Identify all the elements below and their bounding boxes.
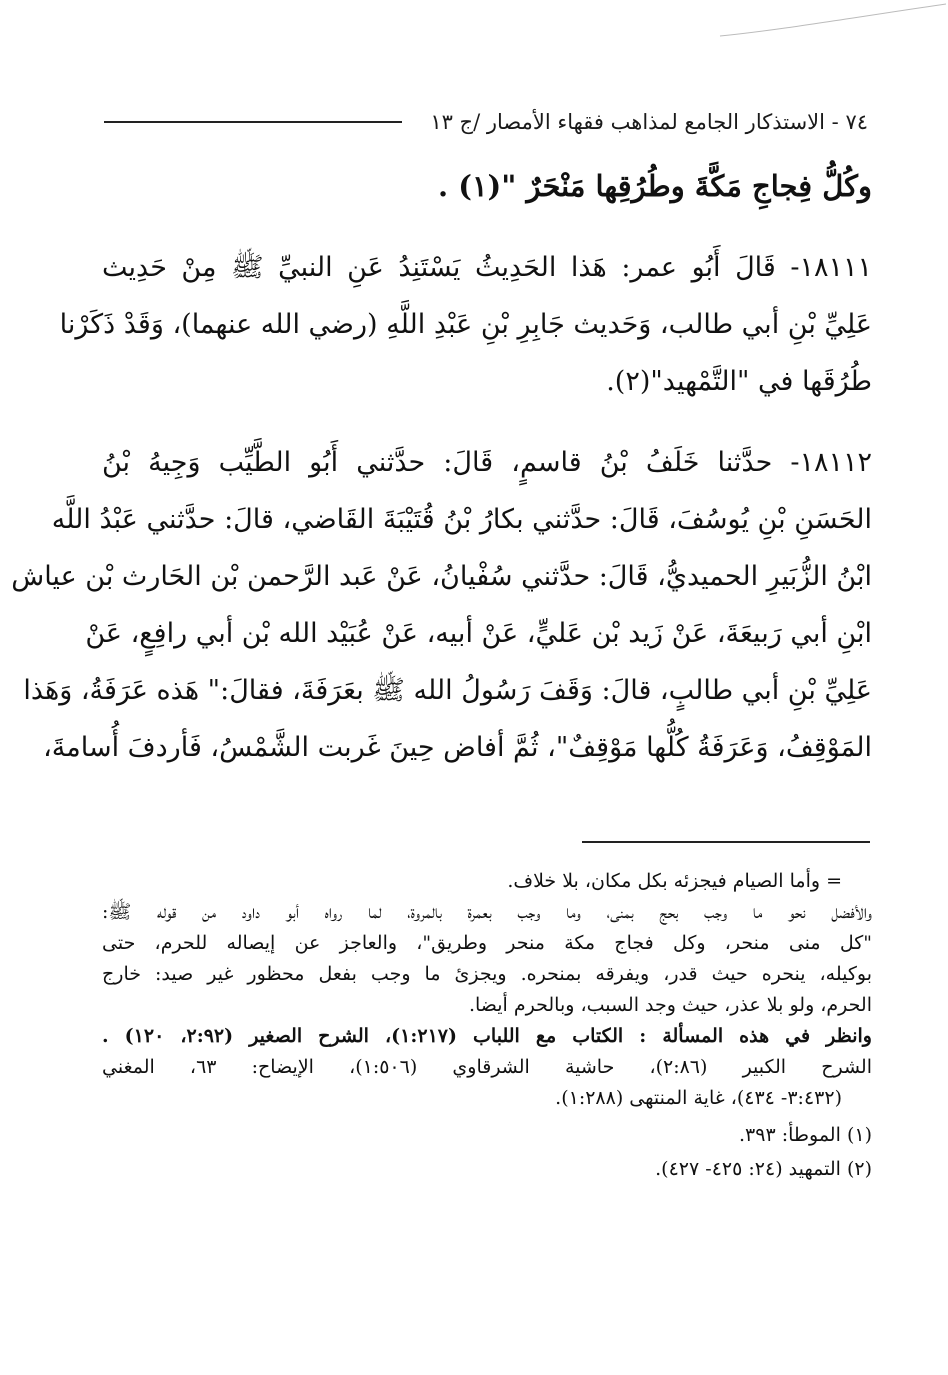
footnote-line: = وأما الصيام فيجزئه بكل مكان، بلا خلاف.	[507, 870, 842, 892]
paragraph-gap	[102, 215, 872, 239]
footnote-line: الحرم، ولو بلا عذر، حيث وجد السبب، وبالحرم أيضا.	[468, 994, 872, 1016]
header-rule	[104, 121, 402, 123]
text-line: المَوْقِفُ، وَعَرَفَةُ كُلُّها مَوْقِفٌ"، ثُمَّ أفاض حِينَ غَربت الشَّمْسُ، فَأردفَ أُسامةَ،	[43, 732, 872, 763]
footnote-line: والأفضل نحو ما وجب بحج بمنى، وما وجب بعمرة بالمروة، لما رواه أبو داود من قوله ﷺ:	[102, 901, 872, 923]
text-line: ابْنُ الزُّبَيرِ الحميديُّ، قَالَ: حدَّثني سُفْيانُ، عَنْ عَبد الرَّحمن بْن الحَارث بْن عياش	[11, 561, 872, 592]
footnote-line: الشرح الكبير (٢:٨٦)، حاشية الشرقاوي (١:٥٠٦)، الإيضاح: ٦٣، المغني	[102, 1056, 872, 1078]
text-line: طُرُقَها في "التَّمْهيد"(٢).	[606, 366, 872, 397]
footnote-text: الموطأ: ٣٩٣.	[738, 1124, 841, 1146]
footnote-number: (٢)	[846, 1158, 872, 1180]
text-line: عَلِيِّ بْنِ أبي طالبٍ، قالَ: وَقَفَ رَسُولُ الله ﷺ بعَرَفَةَ، فقالَ:" هَذه عَرَفَةُ، وَهَذا	[23, 675, 872, 706]
running-head: ٧٤ - الاستذكار الجامع لمذاهب فقهاء الأمصار /ج ١٣	[430, 110, 868, 134]
text-line: ١٨١١١- قَالَ أَبُو عمر: هَذا الحَدِيثُ يَسْتَنِدُ عَنِ النبيِّ ﷺ مِنْ حَدِيث	[102, 252, 872, 283]
text-line: وكُلُّ فِجاجِ مَكَّةَ وطُرُقِها مَنْحَرٌ "(١) .	[438, 169, 872, 203]
paragraph-gap	[102, 410, 872, 434]
page-header	[104, 102, 868, 142]
footnote-text: التمهيد (٢٤: ٤٢٥- ٤٢٧).	[655, 1158, 841, 1180]
footnote-number: (١)	[846, 1124, 872, 1146]
footnote-separator	[582, 841, 870, 843]
footnotes	[102, 866, 872, 1186]
text-line: عَلِيِّ بْنِ أبي طالب، وَحَديث جَابِرِ بْنِ عَبْدِ اللَّهِ (رضي الله عنهما)، وَقَدْ ذَكَرْنا	[59, 309, 872, 340]
footnote-line: بوكيله، ينحره حيث قدر، ويفرقه بمنحره. ويجزئ ما وجب بفعل محظور غير صيد: خارج	[102, 963, 872, 985]
footnote-line: (٣:٤٣٢- ٤٣٤)، غاية المنتهى (١:٢٨٨).	[555, 1087, 842, 1109]
main-text	[11, 158, 872, 776]
footnote-note	[102, 1118, 872, 1152]
scan-artifact-line	[700, 0, 948, 40]
text-line: ١٨١١٢- حدَّثنا خَلَفُ بْنُ قاسمٍ، قَالَ: حدَّثني أَبُو الطَّيِّب وَجِيهُ بْنُ	[102, 447, 872, 478]
text-line: الحَسَنِ بْنِ يُوسُفَ، قَالَ: حدَّثني بكارُ بْنُ قُتَيْبَةَ القَاضي، قالَ: حدَّثني عَبْدُ اللَّه	[51, 504, 872, 535]
text-line: ابْنِ أبي رَبيعَةَ، عَنْ زَيد بْن عَليٍّ، عَنْ أبيه، عَنْ عُبَيْد الله بْن أبي رافِعٍ، عَنْ	[85, 618, 872, 649]
footnote-line: "كل منى منحر، وكل فجاج مكة منحر وطريق"، والعاجز عن إيصاله للحرم، حتى	[102, 932, 872, 954]
footnote-line: وانظر في هذه المسألة : الكتاب مع اللباب (١:٢١٧)، الشرح الصغير (٢:٩٢، ١٢٠) .	[102, 1025, 872, 1047]
footnote-note	[102, 1152, 872, 1186]
